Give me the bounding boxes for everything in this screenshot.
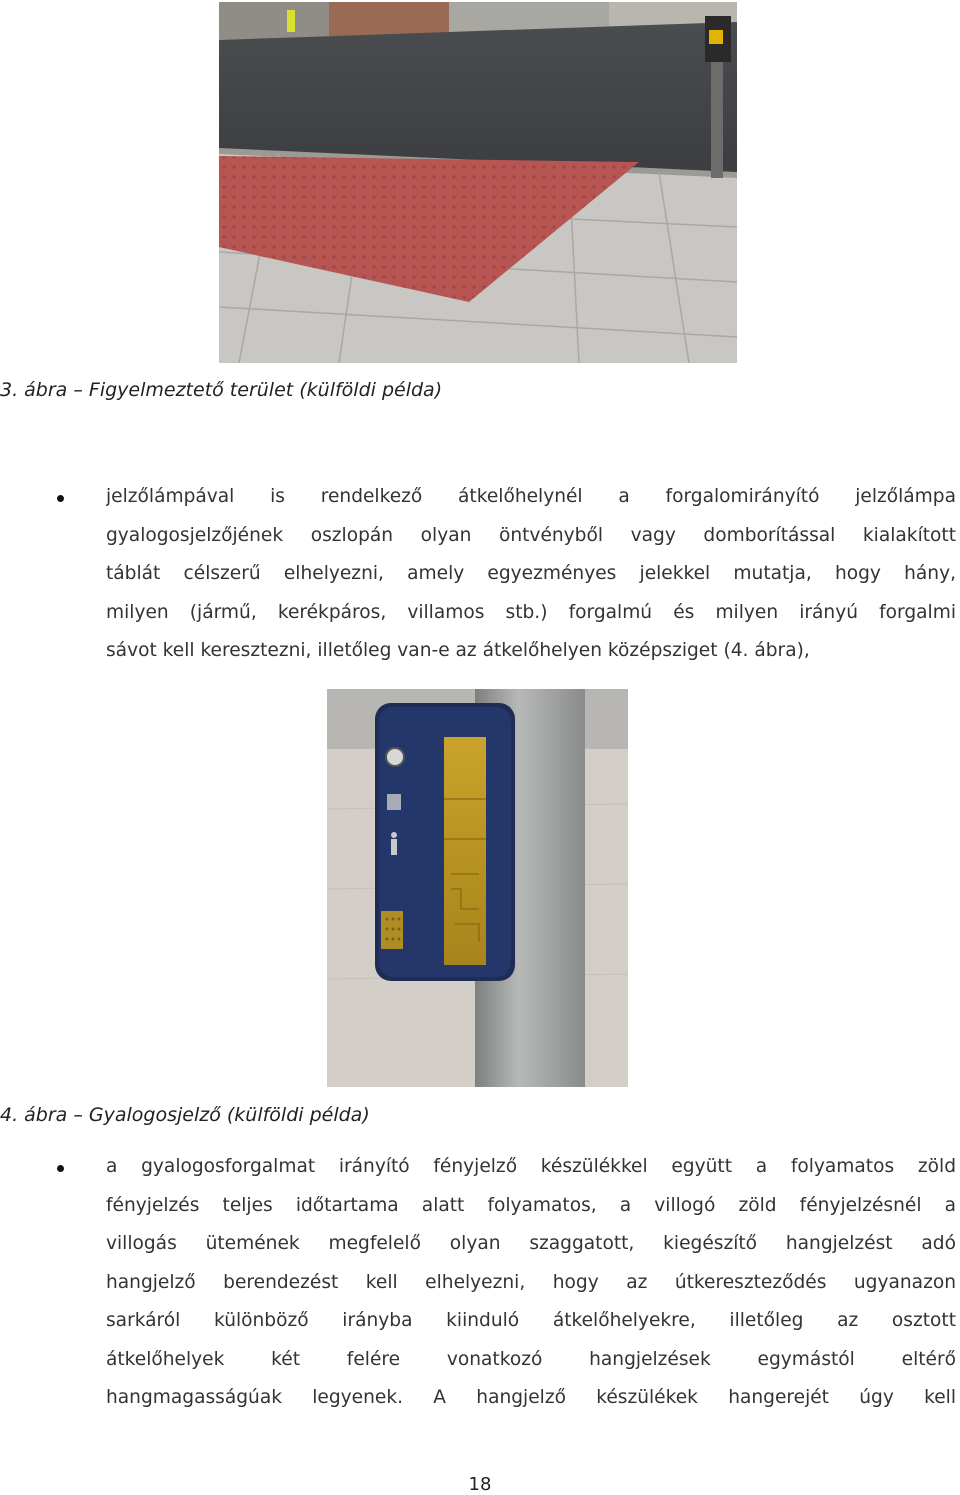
- text-line: hangmagasságúak legyenek. A hangjelző készülékek hangerejét úgy kell: [106, 1387, 956, 1408]
- text-line: táblát célszerű elhelyezni, amely egyezményes jelekkel mutatja, hogy hány,: [106, 563, 956, 584]
- figure-4-caption: 4. ábra – Gyalogosjelző (külföldi példa): [0, 1104, 370, 1126]
- figure-4-photo: [327, 689, 628, 1087]
- figure-3-photo: [219, 2, 737, 363]
- bullet-dot: [57, 1165, 64, 1172]
- text-line: hangjelző berendezést kell elhelyezni, hogy az útkereszteződés ugyanazon: [106, 1271, 956, 1293]
- bullet-paragraph: [106, 1148, 956, 1418]
- text-line: fényjelzés teljes időtartama alatt folyamatos, a villogó zöld fényjelzésnél a: [106, 1194, 956, 1216]
- text-line: sarkáról különböző irányba kiinduló átkelőhelyekre, illetőleg az osztott: [106, 1310, 956, 1331]
- text-line: a gyalogosforgalmat irányító fényjelző készülékkel együtt a folyamatos zöld: [106, 1156, 956, 1177]
- bullet-paragraph: [106, 478, 956, 671]
- text-line: villogás ütemének megfelelő olyan szaggatott, kiegészítő hangjelzést adó: [106, 1233, 956, 1254]
- tactile-paving-illustration: [219, 2, 737, 363]
- page-number: 18: [468, 1474, 492, 1495]
- text-line: milyen (jármű, kerékpáros, villamos stb.) forgalmú és milyen irányú forgalmi: [106, 601, 956, 623]
- text-line: sávot kell keresztezni, illetőleg van-e az átkelőhelyen középsziget (4. ábra),: [106, 640, 810, 661]
- figure-3-caption: 3. ábra – Figyelmeztető terület (külföldi példa): [0, 379, 443, 401]
- text-line: átkelőhelyek két felére vonatkozó hangjelzések egymástól eltérő: [106, 1348, 956, 1370]
- pedestrian-signal-illustration: [327, 689, 628, 1087]
- text-line: gyalogosjelzőjének oszlopán olyan öntvényből vagy domborítással kialakított: [106, 524, 956, 546]
- text-line: jelzőlámpával is rendelkező átkelőhelynél a forgalomirányító jelzőlámpa: [106, 486, 956, 507]
- bullet-dot: [57, 495, 64, 502]
